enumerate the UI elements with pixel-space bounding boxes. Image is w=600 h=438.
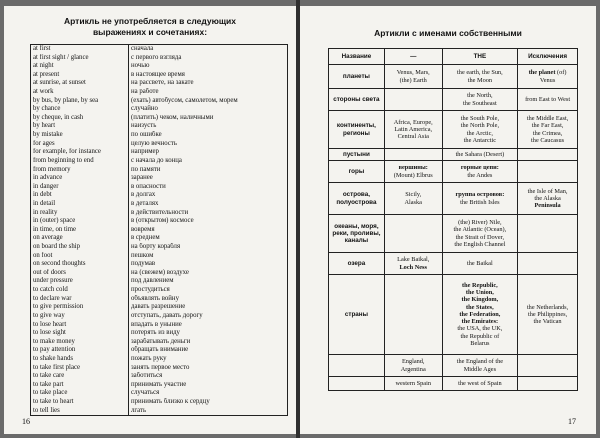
cell-line: Central Asia	[397, 133, 429, 141]
phrase-english: on foot	[31, 252, 129, 261]
cell-line: регионы	[342, 129, 370, 137]
cell-line: полуострова	[336, 198, 377, 206]
phrase-english: on second thoughts	[31, 260, 129, 269]
phrase-russian: на (свежем) воздухе	[131, 268, 189, 276]
cell-category: планеты	[329, 65, 385, 89]
cell-no-article	[384, 111, 442, 149]
phrase-english: to shake hands	[31, 355, 129, 364]
cell-category	[329, 111, 385, 149]
cell-line: England,	[401, 358, 425, 366]
phrase-russian: с первого взгляда	[131, 53, 182, 61]
phrase-russian: впадать в уныние	[131, 320, 182, 328]
phrase-english: to tell lies	[31, 407, 129, 416]
phrase-russian: вовремя	[131, 225, 155, 233]
cell-exceptions	[518, 149, 578, 161]
phrase-row	[31, 183, 287, 192]
cell-bold-line: the States,	[466, 303, 494, 311]
cell-line: the earth, the Sun,	[457, 69, 503, 77]
header-the: THE	[442, 49, 518, 65]
proper-names-table	[328, 48, 578, 391]
cell-no-article	[384, 215, 442, 253]
phrase-row	[31, 346, 287, 355]
cell-line: the South Pole,	[460, 114, 500, 122]
phrase-row	[31, 140, 287, 149]
phrase-russian: (платить) чеком, наличными	[131, 113, 214, 121]
cell-exceptions: from East to West	[518, 89, 578, 111]
cell-no-article	[384, 355, 442, 377]
table-row-continents	[329, 111, 578, 149]
phrase-english: to take first place	[31, 364, 129, 373]
cell-line: (Mount) Elbrus	[393, 171, 433, 179]
cell-exceptions	[518, 65, 578, 89]
phrase-row	[31, 277, 287, 286]
phrase-row	[31, 260, 287, 269]
phrase-english: to declare war	[31, 295, 129, 304]
phrase-english: in reality	[31, 209, 129, 218]
cell-exceptions	[518, 253, 578, 275]
header-no-article: —	[384, 49, 442, 65]
cell-line: the Arctic,	[466, 129, 493, 137]
phrase-russian: в действительности	[131, 208, 189, 216]
table-row-mountains	[329, 161, 578, 183]
cell-the	[442, 275, 518, 355]
phrase-russian: подумав	[131, 260, 156, 268]
phrase-english: from beginning to end	[31, 157, 129, 166]
cell-category	[329, 355, 385, 377]
phrase-russian: принимать близко к сердцу	[131, 397, 210, 405]
cell-line: the North,	[467, 92, 493, 100]
cell-line: the Isle of Man,	[527, 187, 568, 195]
cell-no-article	[384, 275, 442, 355]
phrase-english: in debt	[31, 191, 129, 200]
cell-the: the Baikal	[442, 253, 518, 275]
phrase-russian: пожать руку	[131, 354, 167, 362]
phrase-russian: зарабатывать деньги	[131, 337, 191, 345]
phrase-english: for example, for instance	[31, 148, 129, 157]
phrase-row	[31, 148, 287, 157]
phrase-row	[31, 286, 287, 295]
phrase-english: to lose sight	[31, 329, 129, 338]
cell-line: (the) River) Nile,	[458, 218, 502, 226]
header-exceptions: Исключения	[518, 49, 578, 65]
phrase-english: by bus, by plane, by sea	[31, 97, 129, 106]
cell-line: the English Channel	[454, 240, 506, 248]
phrase-russian: принимать участие	[131, 380, 187, 388]
phrase-russian: в (открытом) космосе	[131, 217, 194, 225]
cell-category	[329, 377, 385, 391]
phrase-russian: по памяти	[131, 165, 161, 173]
phrase-english: at present	[31, 71, 129, 80]
phrase-english: to take to heart	[31, 398, 129, 407]
cell-bold-line: the Republic,	[462, 281, 498, 289]
cell-line: the Far East,	[531, 122, 564, 130]
cell-the	[442, 215, 518, 253]
cell-exceptions	[518, 275, 578, 355]
phrase-english: to give permission	[31, 303, 129, 312]
cell-line: Middle Ages	[463, 365, 497, 373]
cell-the: the Sahara (Desert)	[442, 149, 518, 161]
cell-line: континенты,	[336, 122, 376, 130]
phrase-russian: давать разрешение	[131, 303, 186, 311]
left-page	[4, 6, 296, 434]
phrase-row	[31, 226, 287, 235]
phrase-english: by cheque, in cash	[31, 114, 129, 123]
phrase-row	[31, 243, 287, 252]
phrase-russian: наизусть	[131, 122, 157, 130]
phrase-row	[31, 114, 287, 123]
phrase-english: to take place	[31, 389, 129, 398]
cell-line: Latin America,	[394, 125, 433, 133]
cell-line: (the) Earth	[399, 76, 427, 84]
phrase-row	[31, 209, 287, 218]
phrase-row	[31, 295, 287, 304]
cell-line: каналы	[344, 237, 369, 245]
cell-no-article	[384, 65, 442, 89]
cell-line: the Crimea,	[532, 129, 563, 137]
phrase-english: at sunrise, at sunset	[31, 79, 129, 88]
phrase-english: in time, on time	[31, 226, 129, 235]
phrase-russian: случаться	[131, 389, 160, 397]
cell-no-article	[384, 183, 442, 215]
phrase-russian: сначала	[131, 45, 154, 52]
cell-no-article	[384, 161, 442, 183]
phrase-russian: с начала до конца	[131, 156, 182, 164]
phrase-english: to take part	[31, 381, 129, 390]
cell-the	[442, 355, 518, 377]
left-title-line-2: выражениях и сочетаниях:	[92, 27, 208, 37]
cell-bold-line: the Emirates:	[461, 318, 499, 326]
phrase-english: in detail	[31, 200, 129, 209]
cell-exceptions	[518, 111, 578, 149]
cell-line: the North Pole,	[460, 122, 500, 130]
phrase-table	[30, 44, 288, 416]
phrase-english: to lose heart	[31, 321, 129, 330]
cell-line: Lake Baikal,	[397, 256, 430, 264]
cell-line: Alaska	[404, 198, 422, 206]
table-row-waters	[329, 215, 578, 253]
phrase-russian: под давлением	[131, 277, 174, 285]
phrase-english: to make money	[31, 338, 129, 347]
table-row-spain	[329, 377, 578, 391]
cell-bold-line: Peninsula	[534, 202, 561, 210]
cell-the	[442, 183, 518, 215]
cell-category: страны	[329, 275, 385, 355]
phrase-english: at first sight / glance	[31, 54, 129, 63]
phrase-row	[31, 372, 287, 381]
page-number-left: 16	[22, 417, 30, 426]
cell-no-article	[384, 253, 442, 275]
phrase-russian: целую вечность	[131, 139, 177, 147]
phrase-row	[31, 269, 287, 278]
cell-bold-line: Loch Ness	[399, 263, 427, 271]
cell-category: озера	[329, 253, 385, 275]
phrase-english: at first	[31, 45, 129, 54]
cell-exceptions	[518, 355, 578, 377]
phrase-english: by heart	[31, 122, 129, 131]
phrase-russian: лгать	[131, 406, 147, 414]
phrase-russian: заботиться	[131, 372, 163, 380]
cell-text: (of)	[555, 69, 567, 77]
cell-line: реки, проливы,	[332, 229, 381, 237]
phrase-russian: ночью	[131, 62, 150, 70]
phrase-english: by mistake	[31, 131, 129, 140]
table-row-islands	[329, 183, 578, 215]
phrase-row	[31, 200, 287, 209]
phrase-english: in (outer) space	[31, 217, 129, 226]
phrase-row	[31, 303, 287, 312]
phrase-russian: в настоящее время	[131, 70, 185, 78]
cell-the	[442, 111, 518, 149]
cell-bold-line: горные цепи:	[460, 164, 499, 172]
phrase-english: to give way	[31, 312, 129, 321]
phrase-row	[31, 364, 287, 373]
phrase-row	[31, 389, 287, 398]
cell-category: стороны света	[329, 89, 385, 111]
table-row-planets	[329, 65, 578, 89]
phrase-russian: пешком	[131, 251, 154, 259]
cell-line: the Alaska	[534, 194, 561, 202]
cell-exceptions	[518, 377, 578, 391]
cell-line: the Atlantic (Ocean),	[453, 226, 507, 234]
phrase-row	[31, 191, 287, 200]
phrase-row	[31, 122, 287, 131]
cell-line: the Middle East,	[526, 114, 569, 122]
phrase-row	[31, 166, 287, 175]
cell-line: the Philippines,	[527, 310, 568, 318]
cell-line: the England of the	[456, 358, 504, 366]
table-row-sides	[329, 89, 578, 111]
cell-the	[442, 65, 518, 89]
table-row-england	[329, 355, 578, 377]
phrase-english: out of doors	[31, 269, 129, 278]
phrase-russian: на борту корабля	[131, 243, 181, 251]
cell-line: Argentina	[400, 365, 426, 373]
table-row-lakes	[329, 253, 578, 275]
cell-bold-text: the planet	[528, 69, 556, 77]
phrase-row	[31, 398, 287, 407]
cell-bold-line: the Union,	[465, 288, 494, 296]
phrase-row	[31, 62, 287, 71]
phrase-russian: на работе	[131, 88, 159, 96]
phrase-english: to catch cold	[31, 286, 129, 295]
cell-line: острова,	[342, 191, 370, 199]
phrase-row	[31, 338, 287, 347]
phrase-row	[31, 217, 287, 226]
cell-bold-line: группа островов:	[455, 191, 505, 199]
cell-line: Sicily,	[405, 191, 422, 199]
left-title-line-1: Артикль не употребляется в следующих	[63, 16, 237, 26]
cell-line: the Moon	[467, 76, 493, 84]
right-page-title: Артикли с именами собственными	[374, 28, 522, 38]
phrase-russian: в деталях	[131, 199, 159, 207]
cell-the: the west of Spain	[442, 377, 518, 391]
phrase-row	[31, 381, 287, 390]
phrase-english: to pay attention	[31, 346, 129, 355]
phrase-row	[31, 329, 287, 338]
phrase-russian: на рассвете, на закате	[131, 79, 194, 87]
phrase-row	[31, 79, 287, 88]
phrase-english: on average	[31, 234, 129, 243]
cell-the	[442, 89, 518, 111]
cell-bold-line: the Kingdom,	[461, 296, 499, 304]
phrase-russian: потерять из виду	[131, 329, 180, 337]
phrase-russian: обращать внимание	[131, 346, 189, 354]
phrase-row	[31, 131, 287, 140]
phrase-english: by chance	[31, 105, 129, 114]
phrase-english: for ages	[31, 140, 129, 149]
phrase-english: in advance	[31, 174, 129, 183]
cell-line: the Strait of Dover,	[455, 233, 505, 241]
cell-line: океаны, моря,	[334, 222, 379, 230]
cell-category	[329, 183, 385, 215]
table-row-deserts	[329, 149, 578, 161]
phrase-russian: занять первое место	[131, 363, 190, 371]
phrase-english: under pressure	[31, 277, 129, 286]
cell-category: горы	[329, 161, 385, 183]
phrase-row	[31, 407, 287, 416]
cell-no-article	[384, 89, 442, 111]
phrase-russian: простудиться	[131, 286, 170, 294]
phrase-russian: в опасности	[131, 182, 166, 190]
phrase-row	[31, 71, 287, 80]
right-page	[300, 6, 596, 434]
phrase-row	[31, 174, 287, 183]
left-page-title	[4, 16, 296, 38]
cell-exceptions	[518, 215, 578, 253]
phrase-row	[31, 105, 287, 114]
phrase-row	[31, 45, 287, 54]
phrase-russian: объявлять войну	[131, 294, 179, 302]
cell-category	[329, 215, 385, 253]
cell-line: Venus	[539, 76, 556, 84]
header-name: Название	[329, 49, 385, 65]
cell-line: the Netherlands,	[526, 303, 569, 311]
cell-exceptions	[518, 161, 578, 183]
phrase-russian: в долгах	[131, 191, 156, 199]
phrase-russian: отступать, давать дорогу	[131, 311, 203, 319]
cell-bold-line: the Federation,	[459, 310, 501, 318]
cell-line: Venus, Mars,	[396, 69, 430, 77]
cell-line: the Antarctic	[463, 136, 497, 144]
phrase-english: in danger	[31, 183, 129, 192]
cell-line: the Andes	[467, 171, 493, 179]
phrase-english: on board the ship	[31, 243, 129, 252]
cell-no-article: western Spain	[384, 377, 442, 391]
cell-line: the British Isles	[460, 198, 500, 206]
phrase-russian: случайно	[131, 105, 158, 113]
phrase-russian: по ошибке	[131, 131, 162, 139]
phrase-row	[31, 88, 287, 97]
phrase-row	[31, 97, 287, 106]
phrase-row	[31, 312, 287, 321]
cell-line: Belarus	[470, 340, 490, 348]
cell-bold-line: вершины:	[398, 164, 428, 172]
cell-line: the USA, the UK,	[457, 325, 503, 333]
page-number-right: 17	[568, 417, 576, 426]
cell-line: the Vatican	[533, 318, 562, 326]
phrase-row	[31, 252, 287, 261]
phrase-russian: (ехать) автобусом, самолетом, морем	[131, 96, 238, 104]
phrase-english: from memory	[31, 166, 129, 175]
phrase-russian: например	[131, 148, 159, 156]
cell-line: the Republic of	[460, 332, 500, 340]
phrase-english: at night	[31, 62, 129, 71]
phrase-russian: заранее	[131, 174, 153, 182]
cell-line: Africa, Europe,	[393, 118, 433, 126]
phrase-english: to take care	[31, 372, 129, 381]
cell-category: пустыни	[329, 149, 385, 161]
cell-line: the Southeast	[462, 99, 497, 107]
table-row-countries	[329, 275, 578, 355]
phrase-row	[31, 321, 287, 330]
phrase-row	[31, 355, 287, 364]
phrase-row	[31, 54, 287, 63]
phrase-english: at work	[31, 88, 129, 97]
phrase-russian: в среднем	[131, 234, 160, 242]
phrase-row	[31, 157, 287, 166]
cell-exceptions	[518, 183, 578, 215]
phrase-row	[31, 234, 287, 243]
cell-the	[442, 161, 518, 183]
cell-no-article	[384, 149, 442, 161]
cell-line: the Caucasus	[531, 136, 565, 144]
table-header-row	[329, 49, 578, 65]
